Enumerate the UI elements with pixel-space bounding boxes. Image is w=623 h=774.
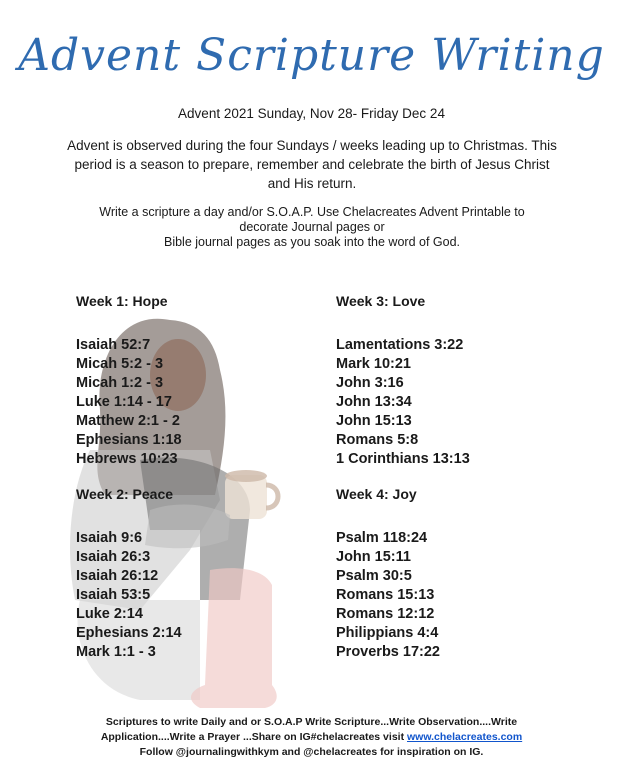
instruction-line: Write a scripture a day and/or S.O.A.P. Use Chelacreates Advent Printable to	[99, 205, 525, 219]
verse-item: Isaiah 52:7	[76, 337, 151, 353]
verse-item: Romans 5:8	[336, 432, 419, 448]
verse-item: John 13:34	[336, 394, 412, 410]
verse-item: Isaiah 9:6	[76, 530, 143, 546]
verse-item: Ephesians 1:18	[76, 432, 182, 448]
verse-item: Isaiah 26:12	[76, 568, 159, 584]
verse-item: Lamentations 3:22	[336, 337, 464, 353]
verse-item: John 3:16	[336, 375, 404, 391]
verse-item: Proverbs 17:22	[336, 644, 440, 660]
advent-dates: Advent 2021 Sunday, Nov 28- Friday Dec 24	[178, 106, 445, 121]
verse-item: Micah 5:2 - 3	[76, 356, 164, 372]
footer-line	[40, 730, 583, 745]
verse-item: Romans 15:13	[336, 587, 435, 603]
verse-item: Philippians 4:4	[336, 625, 439, 641]
intro-paragraph	[62, 136, 562, 193]
week-heading: Week 3: Love	[336, 293, 426, 309]
verse-item: Isaiah 26:3	[76, 549, 151, 565]
verse-item: Luke 2:14	[76, 606, 143, 622]
week-heading: Week 2: Peace	[76, 486, 174, 502]
instructions	[92, 205, 532, 250]
footer-text: Application....Write a Prayer ...Share on IG#chelacreates visit	[100, 731, 407, 743]
intro-line: and His return.	[267, 176, 357, 191]
instruction-line: Bible journal pages as you soak into the word of God.	[163, 235, 460, 249]
right-column	[336, 292, 576, 662]
week-3-block	[336, 292, 576, 469]
verse-item: Psalm 30:5	[336, 568, 412, 584]
verse-item: Isaiah 53:5	[76, 587, 151, 603]
verse-item: Psalm 118:24	[336, 530, 428, 546]
intro-line: Advent is observed during the four Sundays / weeks leading up to Christmas. This	[67, 138, 557, 153]
verse-item: Ephesians 2:14	[76, 625, 182, 641]
website-link[interactable]: www.chelacreates.com	[407, 731, 523, 743]
verse-item: Micah 1:2 - 3	[76, 375, 164, 391]
week-1-block	[76, 292, 316, 469]
verse-item: Hebrews 10:23	[76, 451, 178, 467]
verse-item: 1 Corinthians 13:13	[336, 451, 470, 467]
verse-item: Romans 12:12	[336, 606, 435, 622]
intro-line: period is a season to prepare, remember and celebrate the birth of Jesus Christ	[74, 157, 550, 172]
footer-note	[40, 715, 583, 760]
verse-item: John 15:11	[336, 549, 411, 565]
verse-item: Matthew 2:1 - 2	[76, 413, 180, 429]
week-4-block	[336, 485, 576, 662]
left-column	[76, 292, 316, 662]
verse-item: Mark 1:1 - 3	[76, 644, 156, 660]
footer-line: Scriptures to write Daily and or S.O.A.P Write Scripture...Write Observation....Write	[105, 716, 518, 728]
page-title: Advent Scripture Writing	[18, 30, 605, 81]
verse-item: John 15:13	[336, 413, 412, 429]
week-heading: Week 1: Hope	[76, 293, 168, 309]
verse-item: Mark 10:21	[336, 356, 411, 372]
instruction-line: decorate Journal pages or	[239, 220, 385, 234]
footer-line: Follow @journalingwithkym and @chelacreates for inspiration on IG.	[139, 746, 484, 758]
verse-item: Luke 1:14 - 17	[76, 394, 172, 410]
week-heading: Week 4: Joy	[336, 486, 417, 502]
week-2-block	[76, 485, 316, 662]
